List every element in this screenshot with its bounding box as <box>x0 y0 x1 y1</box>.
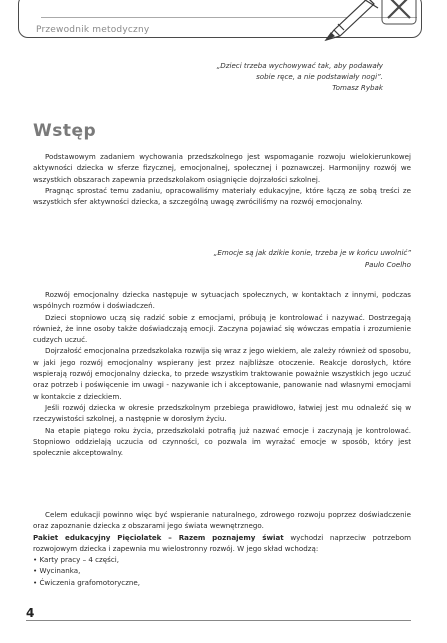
epigraph-line: „Emocje są jak dzikie konie, trzeba je w końcu uwolnić” <box>213 248 411 257</box>
paragraph: Podstawowym zadaniem wychowania przedszkolnego jest wspomaganie rozwoju wielokierunkowej aktywności dziecka w sferze fizycznej, emocjonalnej, społecznej i poznawczej. Harmonijny rozwój we wszystkich obszarach zapewnia przedszkolakom osiągnięcie dojrzałości szkolnej. <box>33 152 411 184</box>
page-number: 4 <box>26 606 35 620</box>
package-name: Pakiet edukacyjny Pięciolatek – Razem poznajemy świat <box>33 532 284 542</box>
goal-block <box>33 509 411 588</box>
header-title: Przewodnik metodyczny <box>36 25 150 35</box>
epigraph-line: sobie ręce, a nie podstawiały nogi”. <box>256 72 383 81</box>
list-item: • Wycinanka, <box>33 566 81 576</box>
paragraph: Jeśli rozwój dziecka w okresie przedszkolnym przebiega prawidłowo, łatwiej jest mu odnaleźć się w rzeczywistości szkolnej, a następnie w dorosłym życiu. <box>33 402 411 424</box>
paragraph: Dzieci stopniowo uczą się radzić sobie z emocjami, próbują je kontrolować i nazywać. Dostrzegają również, że inne osoby także doświadczają emocji. Zaczyna pojawiać się wówczas empatia i zrozumienie cudzych uczuć. <box>33 312 411 345</box>
list-item: • Ćwiczenia grafomotoryczne, <box>33 577 141 587</box>
paragraph: Dojrzałość emocjonalna przedszkolaka rozwija się wraz z jego wiekiem, ale zależy również od sposobu, w jaki jego rozwój emocjonalny wspierany jest przez najbliższe otoczenie. Reakcje dorosłych, które wspierają rozwój emocjonalny dziecka, to przede wszystkim traktowanie poważnie wszystkich jego uczuć oraz potrzeb i poświęcenie im uwagi - nazywanie ich i akceptowanie, panowanie nad własnymi emocjami w kontakcie z dzieckiem. <box>33 346 411 401</box>
footer-rule <box>26 620 411 621</box>
epigraph-rybak <box>123 60 383 93</box>
paragraph <box>33 532 411 555</box>
pen-icon <box>322 0 422 42</box>
paragraph-rest: wychodzi naprzeciw potrzebom rozwojowym dziecka i zapewnia mu wielostronny rozwój. W jego skład wchodzą: <box>33 532 411 553</box>
epigraph-author: Tomasz Rybak <box>332 83 383 92</box>
intro-block <box>33 151 411 207</box>
epigraph-line: „Dzieci trzeba wychowywać tak, aby podawały <box>216 61 383 70</box>
section-title: Wstęp <box>33 121 97 141</box>
paragraph: Celem edukacji powinno więc być wspieranie naturalnego, zdrowego rozwoju poprzez doświadczenie oraz zapoznanie dziecka z obszarami jego świata wewnętrznego. <box>33 510 411 531</box>
epigraph-coelho <box>214 247 411 270</box>
paragraph: Pragnąc sprostać temu zadaniu, opracowaliśmy materiały edukacyjne, które łączą ze sobą treści ze wszystkich sfer aktywności dziecka, a szczególną uwagę zwróciliśmy na rozwój emocjonalny. <box>33 185 411 207</box>
list-item: • Karty pracy – 4 części, <box>33 555 119 565</box>
paragraph: Na etapie piątego roku życia, przedszkolaki potrafią już nazwać emocje i zaczynają je kontrolować. Stopniowo oddzielają uczucia od czynności, co pozwala im wyrażać emocje w sposób, który jest społecznie akceptowalny. <box>33 425 411 458</box>
paragraph: Rozwój emocjonalny dziecka następuje w sytuacjach społecznych, w kontaktach z innymi, podczas wspólnych rozmów i doświadczeń. <box>33 290 411 311</box>
epigraph-author: Paulo Coelho <box>364 259 411 269</box>
emotions-block <box>33 289 411 458</box>
